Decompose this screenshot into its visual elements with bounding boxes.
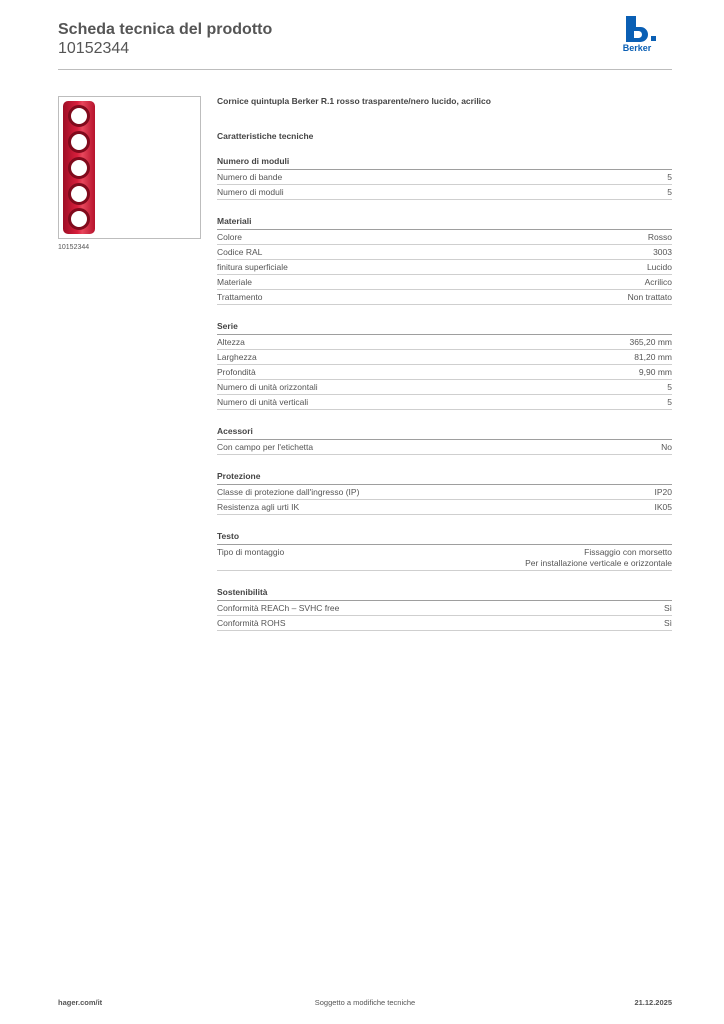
spec-value — [629, 337, 672, 348]
spec-value-line: Sì — [663, 602, 672, 613]
section-heading: Caratteristiche tecniche — [217, 131, 314, 141]
spec-value-line: No — [661, 441, 672, 452]
spec-row — [217, 365, 672, 380]
spec-label: Altezza — [217, 336, 245, 347]
spec-value-line: 9,90 mm — [638, 366, 672, 377]
spec-label: Trattamento — [217, 291, 263, 302]
spec-value — [525, 547, 672, 569]
spec-label: Numero di unità verticali — [217, 396, 309, 407]
spec-label: Colore — [217, 231, 243, 242]
spec-label: Numero di moduli — [217, 186, 284, 197]
spec-group — [217, 471, 672, 515]
spec-group-title: Testo — [217, 531, 672, 545]
spec-label: Conformità REACh – SVHC free — [217, 602, 340, 613]
spec-group-title: Serie — [217, 321, 672, 335]
image-caption: 10152344 — [58, 244, 90, 251]
spec-row — [217, 440, 672, 455]
spec-label: Conformità ROHS — [217, 617, 286, 628]
spec-groups — [217, 156, 672, 631]
spec-label: Resistenza agli urti IK — [217, 501, 300, 512]
spec-value — [648, 232, 672, 243]
spec-value — [664, 603, 672, 614]
spec-row — [217, 275, 672, 290]
spec-group — [217, 321, 672, 410]
spec-group — [217, 531, 672, 571]
spec-group — [217, 587, 672, 631]
spec-row — [217, 185, 672, 200]
spec-value-line: Acrilico — [644, 276, 672, 287]
spec-value — [667, 382, 672, 393]
spec-value — [664, 618, 672, 629]
spec-row — [217, 601, 672, 616]
spec-row — [217, 380, 672, 395]
spec-value-line: 3003 — [653, 246, 672, 257]
spec-value-line: IP20 — [654, 486, 672, 497]
spec-value-line: Sì — [663, 617, 672, 628]
spec-value-line: IK05 — [654, 501, 672, 512]
product-title: Cornice quintupla Berker R.1 rosso trasparente/nero lucido, acrilico — [217, 96, 491, 106]
spec-value — [667, 172, 672, 183]
spec-row — [217, 230, 672, 245]
spec-value-line: Fissaggio con morsetto — [584, 546, 672, 557]
spec-row — [217, 350, 672, 365]
spec-group-title: Acessori — [217, 426, 672, 440]
footer-notice: Soggetto a modifiche tecniche — [314, 998, 416, 1007]
spec-row — [217, 395, 672, 410]
spec-row — [217, 545, 672, 571]
spec-label: Larghezza — [217, 351, 257, 362]
spec-label: finitura superficiale — [217, 261, 288, 272]
footer-date: 21.12.2025 — [634, 998, 672, 1007]
spec-value-line: Per installazione verticale e orizzontale — [525, 557, 672, 568]
spec-row — [217, 290, 672, 305]
spec-value — [667, 397, 672, 408]
spec-label: Numero di bande — [217, 171, 283, 182]
spec-row — [217, 500, 672, 515]
product-image — [58, 96, 201, 239]
product-number: 10152344 — [58, 40, 130, 57]
spec-value — [645, 277, 672, 288]
spec-group-title: Protezione — [217, 471, 672, 485]
spec-row — [217, 485, 672, 500]
spec-value-line: 81,20 mm — [634, 351, 672, 362]
spec-value — [634, 352, 672, 363]
spec-row — [217, 260, 672, 275]
spec-row — [217, 335, 672, 350]
spec-value-line: 5 — [667, 396, 672, 407]
spec-label: Materiale — [217, 276, 252, 287]
spec-value-line: 5 — [667, 381, 672, 392]
spec-group-title: Numero di moduli — [217, 156, 672, 170]
document-header — [58, 20, 672, 70]
spec-value-line: 5 — [667, 186, 672, 197]
brand-name: Berker — [622, 43, 652, 53]
spec-label: Con campo per l'etichetta — [217, 441, 314, 452]
spec-value — [628, 292, 672, 303]
berker-logo — [620, 16, 654, 54]
berker-b-icon — [624, 16, 650, 42]
footer-website: hager.com/it — [58, 998, 103, 1007]
spec-value-line: Non trattato — [627, 291, 672, 302]
specs-content — [217, 96, 672, 631]
spec-label: Codice RAL — [217, 246, 263, 257]
spec-group — [217, 426, 672, 455]
spec-value — [655, 487, 673, 498]
spec-label: Tipo di montaggio — [217, 546, 285, 557]
spec-value-line: Rosso — [647, 231, 672, 242]
spec-group-title: Sostenibilità — [217, 587, 672, 601]
spec-group-title: Materiali — [217, 216, 672, 230]
spec-label: Numero di unità orizzontali — [217, 381, 318, 392]
spec-value-line: 5 — [667, 171, 672, 182]
document-title: Scheda tecnica del prodotto — [58, 21, 273, 38]
spec-value — [647, 262, 672, 273]
spec-value — [667, 187, 672, 198]
spec-row — [217, 616, 672, 631]
spec-value — [653, 247, 672, 258]
spec-row — [217, 245, 672, 260]
spec-value — [639, 367, 672, 378]
five-gang-frame-image — [63, 101, 95, 234]
spec-row — [217, 170, 672, 185]
spec-value-line: Lucido — [646, 261, 672, 272]
spec-group — [217, 216, 672, 305]
spec-value — [661, 442, 672, 453]
spec-value-line: 365,20 mm — [629, 336, 672, 347]
spec-group — [217, 156, 672, 200]
spec-label: Profondità — [217, 366, 256, 377]
spec-label: Classe di protezione dall'ingresso (IP) — [217, 486, 360, 497]
spec-value — [655, 502, 673, 513]
